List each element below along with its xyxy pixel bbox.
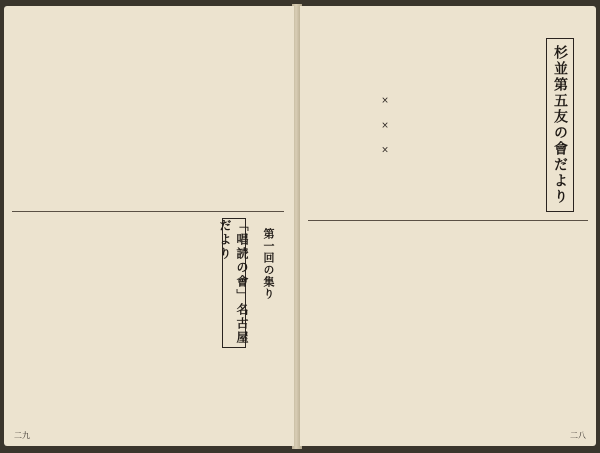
page-number: 二八 xyxy=(570,431,586,440)
left-page xyxy=(4,6,294,446)
section-break-marks: × × × xyxy=(380,96,390,162)
left-top-text xyxy=(10,14,286,206)
right-top-text xyxy=(308,14,540,219)
section-subheading: 第一回の集り xyxy=(262,228,275,300)
left-divider xyxy=(12,211,284,212)
right-divider xyxy=(308,220,588,221)
section-heading: 杉並第五友の會だより xyxy=(546,38,574,212)
right-page xyxy=(300,6,596,446)
section-heading: 「唱読の會」名古屋だより xyxy=(222,218,246,348)
left-bottom-text xyxy=(10,218,190,428)
page-number: 二九 xyxy=(14,431,30,440)
right-bottom-text xyxy=(308,226,588,426)
